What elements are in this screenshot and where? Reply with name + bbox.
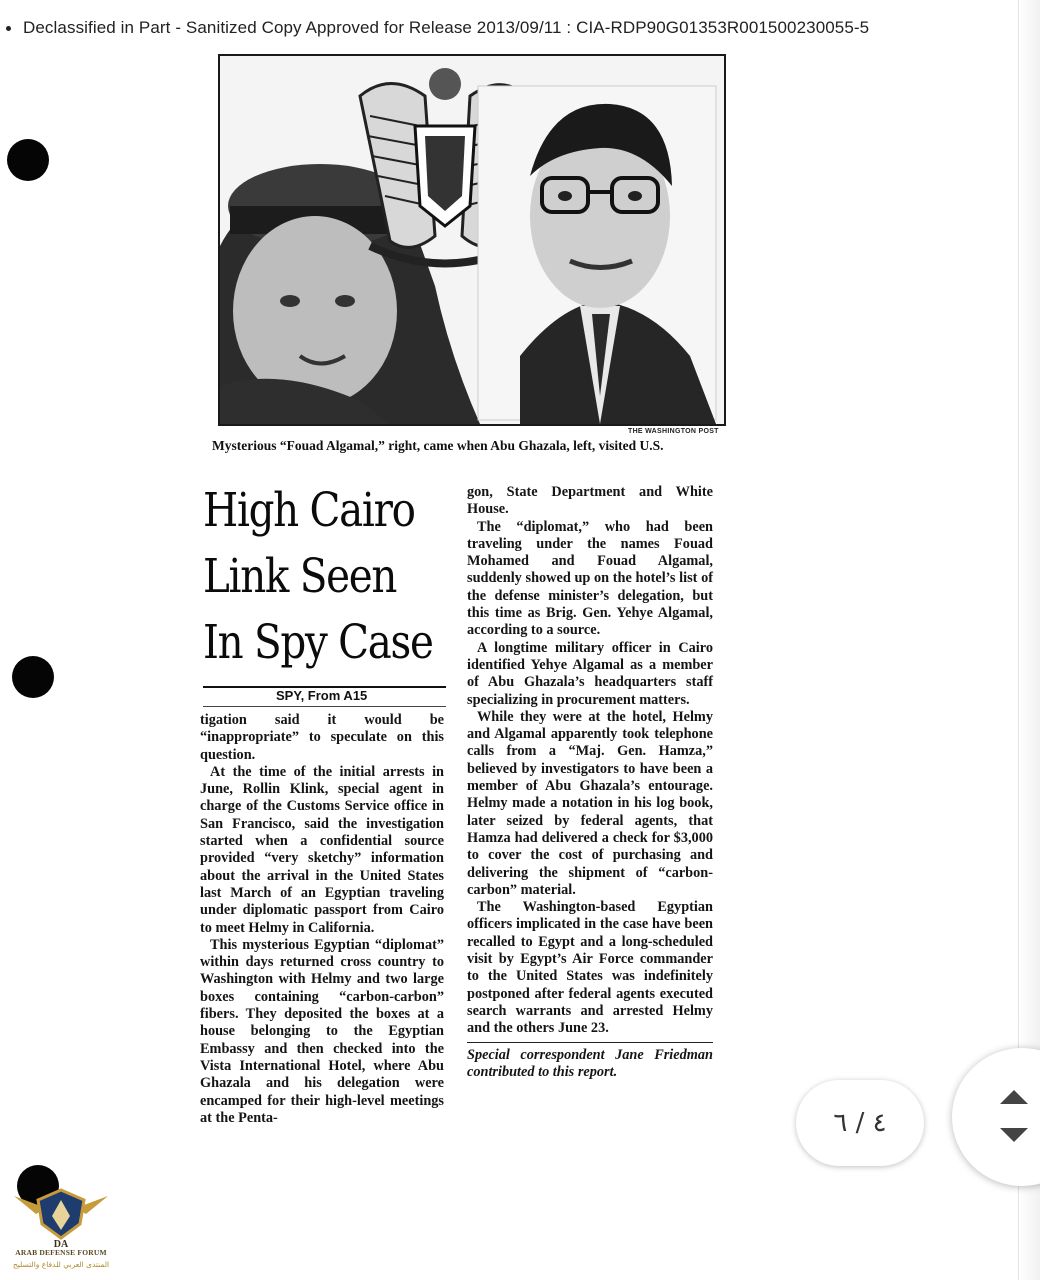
page-scroll-control[interactable] [952, 1048, 1040, 1186]
logo-abbr: DA [53, 1239, 69, 1248]
diplomat-portrait [478, 86, 716, 424]
paragraph: The Washington-based Egyptian officers implicated in the case have been recalled to Egypt and a long-scheduled visit by Egypt’s Air Force commander to the United States was indefinitely postponed after federal agents executed search warrants and arrested Helmy and the others June 23. [467, 899, 713, 1037]
logo-name: ARAB DEFENSE FORUM [15, 1248, 107, 1257]
shield-logo-icon [6, 1186, 116, 1248]
headline-line-2: Link Seen [203, 549, 397, 604]
chevron-up-icon[interactable] [1000, 1090, 1028, 1104]
paragraph: A longtime military officer in Cairo identified Yehye Algamal as a member of Abu Ghazala’s headquarters staff specializing in procurement matters. [467, 639, 713, 708]
declassification-text: Declassified in Part - Sanitized Copy Approved for Release 2013/09/11 : CIA-RDP90G01353R001500230055-5 [23, 18, 870, 37]
news-photo [218, 54, 726, 426]
headline-line-3: In Spy Case [203, 615, 433, 670]
article-headline [203, 478, 433, 676]
photo-illustration [220, 56, 724, 424]
article-column-left [200, 712, 444, 1127]
document-header [6, 18, 869, 38]
paragraph: While they were at the hotel, Helmy and Algamal apparently took telephone calls from a “Maj. Gen. Hamza,” believed by investigators to have been a member of Abu Ghazala’s entourage. Helmy made a notation in his log book, later seized by federal agents, that Hamza had delivered a check for $3,000 to cover the cost of purchasing and delivering the shipment of “carbon-carbon” material. [467, 708, 713, 898]
bullet-icon [6, 26, 11, 31]
logo-arabic-name: المنتدى العربي للدفاع والتسليح [12, 1260, 110, 1269]
paragraph: tigation said it would be “inappropriate” to speculate on this question. [200, 712, 444, 763]
jump-label: SPY, From A15 [276, 688, 368, 703]
paragraph: gon, State Department and White House. [467, 484, 713, 518]
photo-caption: Mysterious “Fouad Algamal,” right, came when Abu Ghazala, left, visited U.S. [212, 438, 664, 453]
forum-watermark-logo [6, 1186, 116, 1278]
headline-line-1: High Cairo [203, 483, 415, 538]
article-column-right [467, 484, 713, 1081]
photo-credit: THE WASHINGTON POST [628, 428, 719, 435]
chevron-down-icon[interactable] [1000, 1128, 1028, 1142]
paragraph: This mysterious Egyptian “diplomat” within days returned cross country to Washington with Helmy and two large boxes containing “carbon-carbon” fibers. They deposited the boxes at a house belonging to the Egyptian Embassy and then checked into the Vista International Hotel, where Abu Ghazala and his delegation were encamped for their high-level meetings at the Penta- [200, 936, 444, 1126]
punch-hole-middle [12, 656, 54, 698]
punch-hole-top [7, 139, 49, 181]
contributor-note: Special correspondent Jane Friedman contributed to this report. [467, 1046, 713, 1080]
paragraph: The “diplomat,” who had been traveling under the names Fouad Mohamed and Fouad Algamal, suddenly showed up on the hotel’s list of the defense minister’s delegation, but this time as Brig. Gen. Yehye Algamal, according to a source. [467, 518, 713, 639]
end-rule [467, 1042, 713, 1043]
jump-rule-bottom [203, 706, 446, 707]
paragraph: At the time of the initial arrests in June, Rollin Klink, special agent in charge of the Customs Service office in San Francisco, said the investigation started when a confidential source provided “very sketchy” information about the arrival in the United States last March of an Egyptian traveling under diplomatic passport from Cairo to meet Helmy in California. [200, 763, 444, 936]
page-indicator[interactable]: ٤ / ٦ [796, 1080, 924, 1166]
